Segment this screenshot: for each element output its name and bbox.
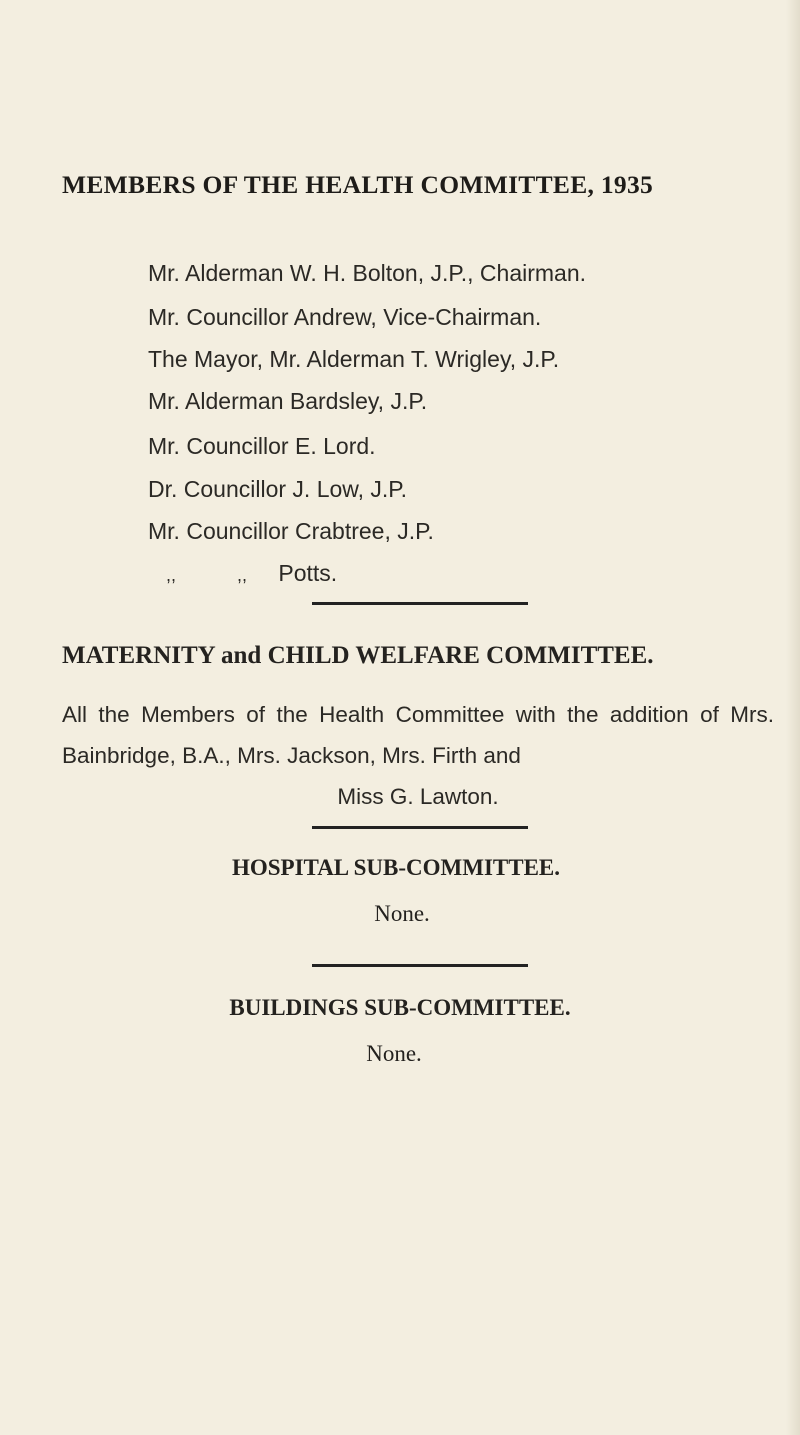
- section-divider: [312, 826, 528, 829]
- maternity-committee-title: MATERNITY and CHILD WELFARE COMMITTEE.: [62, 642, 654, 669]
- maternity-text-body: All the Members of the Health Committee with the addition of Mrs. Bainbridge, B.A., Mrs. Jackson, Mrs. Firth and: [62, 702, 774, 768]
- section-divider: [312, 964, 528, 967]
- member-item: Mr. Councillor E. Lord.: [148, 433, 376, 459]
- page-edge-shadow: [786, 0, 800, 1435]
- member-item: Dr. Councillor J. Low, J.P.: [148, 476, 408, 502]
- section-divider: [312, 602, 528, 605]
- hospital-subcommittee-note: None.: [374, 901, 430, 926]
- member-item: The Mayor, Mr. Alderman T. Wrigley, J.P.: [148, 346, 560, 372]
- buildings-subcommittee-note: None.: [366, 1041, 422, 1066]
- maternity-committee-text: [62, 694, 774, 817]
- member-surname: Potts.: [278, 560, 338, 586]
- ditto-mark: ,,: [236, 565, 247, 585]
- member-item: Mr. Councillor Crabtree, J.P.: [148, 518, 434, 544]
- buildings-subcommittee-title: BUILDINGS SUB-COMMITTEE.: [229, 995, 571, 1020]
- page-title: MEMBERS OF THE HEALTH COMMITTEE, 1935: [62, 170, 654, 199]
- maternity-text-last-line: Miss G. Lawton.: [337, 784, 499, 809]
- ditto-mark: ,,: [166, 565, 177, 585]
- member-item-ditto: [148, 560, 337, 587]
- member-item: Mr. Alderman Bardsley, J.P.: [148, 388, 428, 414]
- member-item: Mr. Councillor Andrew, Vice-Chairman.: [148, 304, 542, 330]
- member-item: Mr. Alderman W. H. Bolton, J.P., Chairman.: [148, 260, 587, 286]
- hospital-subcommittee-title: HOSPITAL SUB-COMMITTEE.: [231, 855, 561, 880]
